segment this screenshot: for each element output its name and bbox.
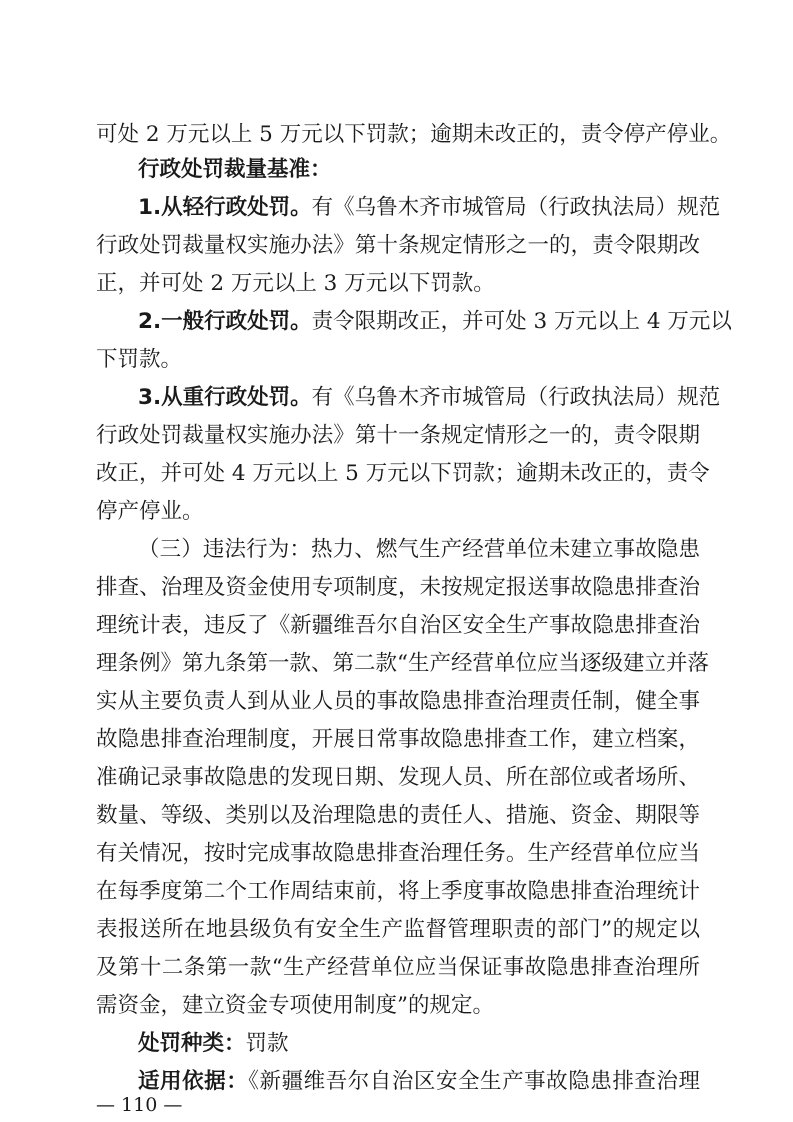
paragraph-line: 1.从轻行政处罚。有《乌鲁木齐市城管局（行政执法局）规范 <box>138 195 721 220</box>
paragraph-line: 实从主要负责人到从业人员的事故隐患排查治理责任制，健全事 <box>96 689 700 714</box>
paragraph-line: 正，并可处 2 万元以上 3 万元以下罚款。 <box>96 271 495 296</box>
paragraph-line: 表报送所在地县级负有安全生产监督管理职责的部门”的规定以 <box>96 917 700 942</box>
page-number: — 110 — <box>96 1094 183 1116</box>
paragraph-line: 数量、等级、类别以及治理隐患的责任人、措施、资金、期限等 <box>96 803 700 828</box>
paragraph-line: 停产停业。 <box>96 499 204 524</box>
paragraph-line: 故隐患排查治理制度，开展日常事故隐患排查工作，建立档案， <box>96 727 700 752</box>
paragraph-line: 及第十二条第一款“生产经营单位应当保证事故隐患排查治理所 <box>96 955 700 980</box>
paragraph-line: 改正，并可处 4 万元以上 5 万元以下罚款；逾期未改正的，责令 <box>96 461 710 486</box>
paragraph-line: 理统计表，违反了《新疆维吾尔自治区安全生产事故隐患排查治 <box>96 613 700 638</box>
section-heading: 行政处罚裁量基准： <box>138 157 332 182</box>
paragraph-line: 行政处罚裁量权实施办法》第十条规定情形之一的，责令限期改 <box>96 233 700 258</box>
paragraph-line: 需资金，建立资金专项使用制度”的规定。 <box>96 993 494 1018</box>
paragraph-line: 理条例》第九条第一款、第二款“生产经营单位应当逐级建立并落 <box>96 651 709 676</box>
paragraph-line: 2.一般行政处罚。责令限期改正，并可处 3 万元以上 4 万元以 <box>138 309 732 334</box>
paragraph-line: 可处 2 万元以上 5 万元以下罚款；逾期未改正的，责令停产停业。 <box>96 122 732 147</box>
paragraph-line: 排查、治理及资金使用专项制度，未按规定报送事故隐患排查治 <box>96 575 700 600</box>
paragraph-line: 有关情况，按时完成事故隐患排查治理任务。生产经营单位应当 <box>96 841 700 866</box>
paragraph-line: 3.从重行政处罚。有《乌鲁木齐市城管局（行政执法局）规范 <box>138 385 721 410</box>
paragraph-line: 下罚款。 <box>96 347 183 372</box>
paragraph-line: 行政处罚裁量权实施办法》第十一条规定情形之一的，责令限期 <box>96 423 700 448</box>
paragraph-line: 在每季度第二个工作周结束前，将上季度事故隐患排查治理统计 <box>96 879 700 904</box>
paragraph-line: 适用依据：《新疆维吾尔自治区安全生产事故隐患排查治理 <box>138 1069 700 1094</box>
paragraph-line: 准确记录事故隐患的发现日期、发现人员、所在部位或者场所、 <box>96 765 700 790</box>
paragraph-line: 处罚种类：罚款 <box>138 1031 289 1056</box>
paragraph-line: （三）违法行为：热力、燃气生产经营单位未建立事故隐患 <box>138 537 700 562</box>
